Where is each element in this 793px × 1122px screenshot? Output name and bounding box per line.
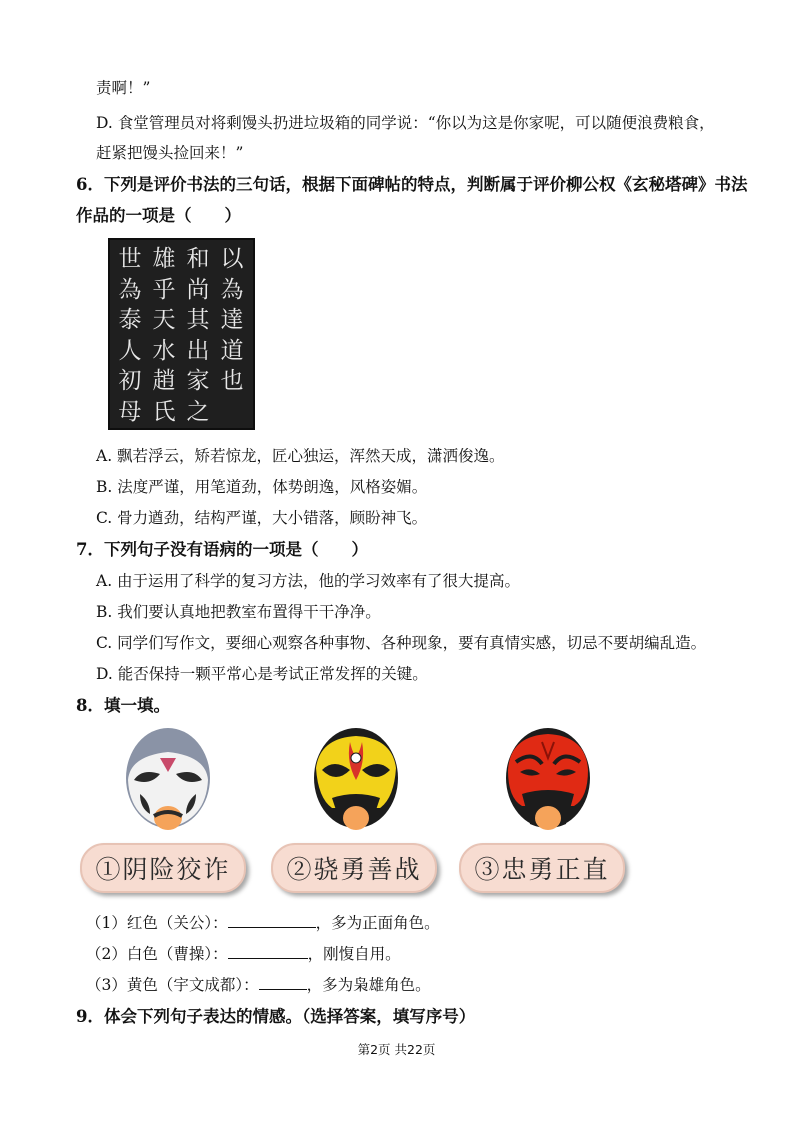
stele-char: 家 <box>186 368 210 394</box>
stele-char: 其 <box>186 307 210 333</box>
stele-char: 也 <box>220 368 244 394</box>
stele-column-3 <box>151 244 177 427</box>
stele-char: 出 <box>186 337 210 364</box>
fill-suffix: ，多为正面角色。 <box>315 914 440 932</box>
stele-char: 以 <box>220 246 244 272</box>
stele-column-4 <box>117 244 143 427</box>
q6-option-c: C. 骨力遒劲，结构严谨，大小错落，顾盼神飞。 <box>96 509 428 527</box>
stele-char: 為 <box>220 276 244 303</box>
option-pill-1: ①阴险狡诈 <box>80 843 246 893</box>
stele-char: 母 <box>118 398 142 425</box>
stele-char: 人 <box>118 337 142 364</box>
fill-prefix: （3）黄色（宇文成都）： <box>86 976 259 994</box>
q7-stem: 7．下列句子没有语病的一项是（ ） <box>76 540 368 559</box>
stele-char: 天 <box>152 307 176 333</box>
stele-char: 乎 <box>152 276 176 303</box>
fill-suffix: ，刚愎自用。 <box>307 945 401 963</box>
stele-char: 道 <box>220 337 244 364</box>
q8-fill-2 <box>86 944 401 964</box>
stele-char: 達 <box>220 307 244 333</box>
q8-fill-3 <box>86 975 431 995</box>
fill-prefix: （1）红色（关公）： <box>86 914 228 932</box>
stele-char: 之 <box>186 398 210 425</box>
red-opera-mask-image <box>502 728 594 832</box>
stele-column-2 <box>185 244 211 427</box>
q6-option-a: A. 飘若浮云，矫若惊龙，匠心独运，浑然天成，潇洒俊逸。 <box>96 447 505 465</box>
fill-prefix: （2）白色（曹操）： <box>86 945 228 963</box>
stele-char: 為 <box>118 276 142 303</box>
stele-char: 氏 <box>152 398 176 425</box>
q8-stem: 8．填一填。 <box>76 696 170 715</box>
calligraphy-rubbing-image <box>108 238 255 430</box>
stele-char: 趙 <box>152 368 176 394</box>
answer-blank[interactable] <box>228 913 316 928</box>
q8-fill-1 <box>86 913 440 933</box>
q6-stem-line2: 作品的一项是（ ） <box>76 206 241 225</box>
prev-option-d-line2: 赶紧把馒头捡回来！” <box>96 144 244 162</box>
yellow-opera-mask-image <box>310 728 402 832</box>
fill-suffix: ，多为枭雄角色。 <box>306 976 431 994</box>
prev-option-c-end: 责啊！” <box>96 79 151 97</box>
stele-char: 水 <box>152 337 176 364</box>
q6-stem-line1: 6．下列是评价书法的三句话，根据下面碑帖的特点，判断属于评价柳公权《玄秘塔碑》书法 <box>76 175 748 194</box>
answer-blank[interactable] <box>228 944 308 959</box>
q7-option-d: D. 能否保持一颗平常心是考试正常发挥的关键。 <box>96 665 428 683</box>
stele-char: 雄 <box>152 246 176 272</box>
page-footer: 第2页 共22页 <box>357 1042 436 1057</box>
q7-option-b: B. 我们要认真地把教室布置得干干净净。 <box>96 603 381 621</box>
option-pill-3: ③忠勇正直 <box>459 843 625 893</box>
q7-option-c: C. 同学们写作文，要细心观察各种事物、各种现象，要有真情实感，切忌不要胡编乱造。 <box>96 634 707 652</box>
stele-column-1 <box>219 244 245 397</box>
q9-stem: 9．体会下列句子表达的情感。（选择答案，填写序号） <box>76 1007 476 1026</box>
stele-char: 和 <box>186 246 210 272</box>
stele-char: 尚 <box>186 276 210 303</box>
prev-option-d-line1: D. 食堂管理员对将剩馒头扔进垃圾箱的同学说：“你以为这是你家呢，可以随便浪费粮食， <box>96 114 715 132</box>
option-pill-2: ②骁勇善战 <box>271 843 437 893</box>
stele-char: 初 <box>118 368 142 394</box>
white-opera-mask-image <box>120 728 216 832</box>
q7-option-a: A. 由于运用了科学的复习方法，他的学习效率有了很大提高。 <box>96 572 521 590</box>
stele-char: 世 <box>118 246 142 272</box>
answer-blank[interactable] <box>259 975 307 990</box>
q6-option-b: B. 法度严谨，用笔道劲，体势朗逸，风格姿媚。 <box>96 478 428 496</box>
stele-char: 泰 <box>118 307 142 333</box>
